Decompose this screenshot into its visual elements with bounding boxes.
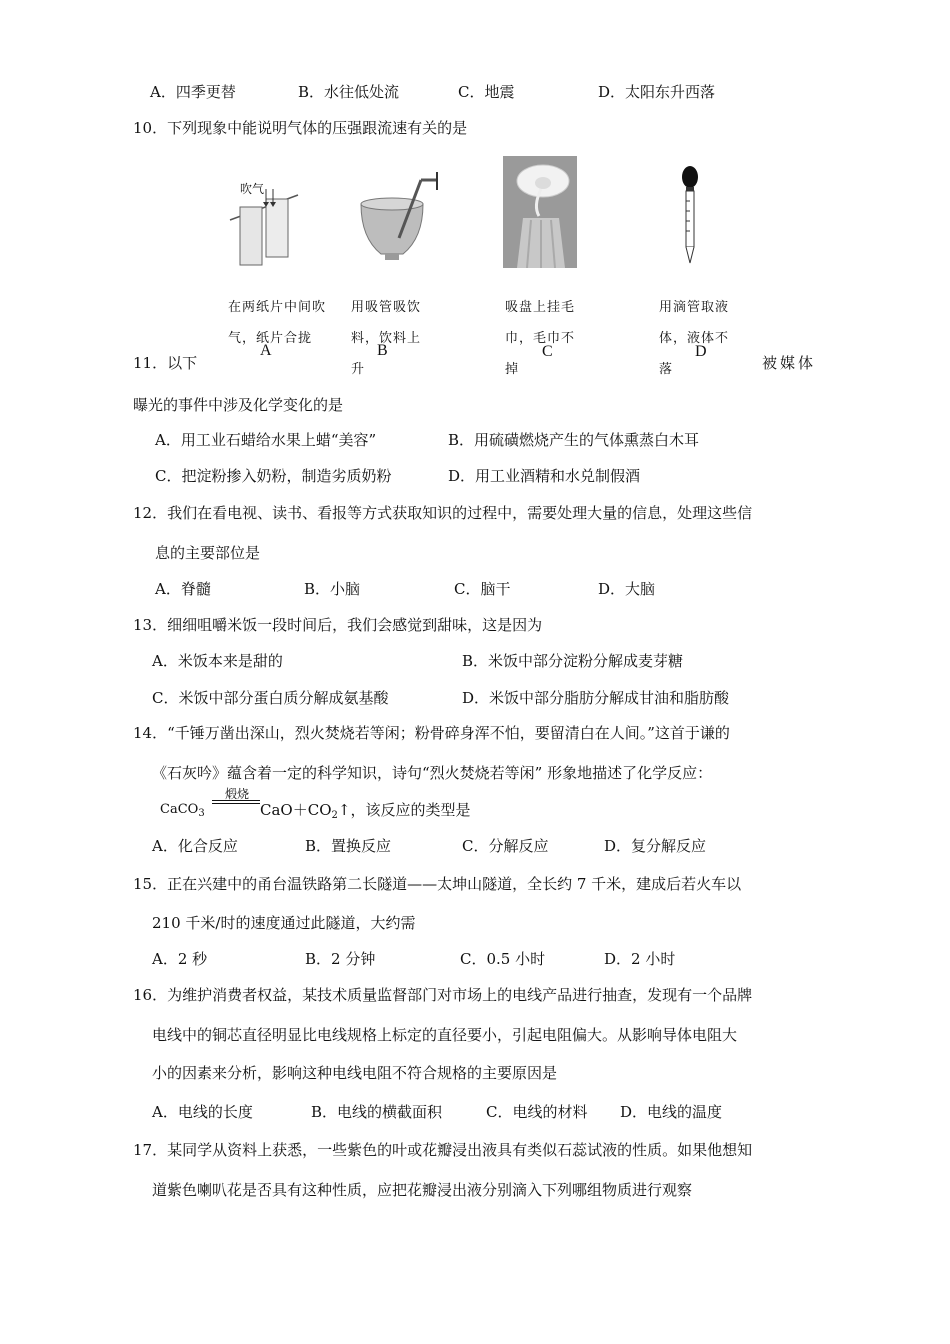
caption-d: 用滴管取液体，液体不落 (659, 300, 730, 377)
q11-stem-end: 被媒体 (762, 354, 817, 372)
blow-label: 吹气 (240, 182, 265, 196)
label-a: A (260, 342, 272, 359)
q14-equation-bar-bottom (212, 803, 260, 804)
q11-stem-start: 11．以下 (133, 354, 198, 372)
dropper-icon (678, 165, 702, 265)
figure-c-suction-cup (503, 156, 577, 268)
q13-option-c: C．米饭中部分蛋白质分解成氨基酸 (152, 689, 389, 707)
q10-stem: 10．下列现象中能说明气体的压强跟流速有关的是 (133, 119, 468, 137)
q14-option-c: C．分解反应 (462, 837, 549, 855)
q16-option-c: C．电线的材料 (486, 1103, 588, 1121)
q12-option-d: D．大脑 (598, 580, 656, 598)
label-c: C (542, 343, 553, 360)
q13-option-d: D．米饭中部分脂肪分解成甘油和脂肪酸 (462, 689, 730, 707)
q9-option-d: D．太阳东升西落 (598, 83, 716, 101)
q13-stem: 13．细细咀嚼米饭一段时间后，我们会感觉到甜味，这是因为 (133, 616, 543, 634)
label-b: B (377, 342, 388, 359)
q15-option-b: B．2 分钟 (305, 950, 376, 968)
q17-line1: 17．某同学从资料上获悉，一些紫色的叶或花瓣浸出液具有类似石蕊试液的性质。如果他想知 (133, 1141, 753, 1159)
q12-option-c: C．脑干 (454, 580, 511, 598)
q15-option-a: A．2 秒 (152, 950, 208, 968)
q15-line2: 210 千米/时的速度通过此隧道，大约需 (152, 914, 416, 932)
q12-line2: 息的主要部位是 (155, 544, 261, 562)
q11-option-c: C．把淀粉掺入奶粉，制造劣质奶粉 (155, 467, 392, 485)
figure-d-dropper (678, 165, 702, 265)
q11-stem-line2: 曝光的事件中涉及化学变化的是 (133, 396, 344, 414)
q16-option-b: B．电线的横截面积 (311, 1103, 443, 1121)
q14-equation-products: $CaO+CO_2↑$，该反应的类型是 (260, 801, 471, 821)
q13-option-b: B．米饭中部分淀粉分解成麦芽糖 (462, 652, 684, 670)
q11-option-d: D．用工业酒精和水兑制假酒 (448, 467, 641, 485)
q15-option-d: D．2 小时 (604, 950, 676, 968)
q12-option-a: A．脊髓 (155, 580, 211, 598)
q14-option-a: A．化合反应 (152, 837, 238, 855)
q9-option-a: A．四季更替 (150, 83, 236, 101)
q16-line3: 小的因素来分析，影响这种电线电阻不符合规格的主要原因是 (152, 1064, 558, 1082)
q11-option-b: B．用硫磺燃烧产生的气体熏蒸白木耳 (448, 431, 700, 449)
caption-b: 用吸管吸饮料，饮料上升 (351, 300, 422, 377)
figure-a-paper-sheets (228, 175, 308, 270)
q14-equation-reactant: CaCO$_3$ (160, 802, 205, 819)
q14-option-d: D．复分解反应 (604, 837, 707, 855)
q12-option-b: B．小脑 (304, 580, 361, 598)
q16-option-d: D．电线的温度 (620, 1103, 723, 1121)
q9-option-b: B．水往低处流 (298, 83, 400, 101)
q14-option-b: B．置换反应 (305, 837, 392, 855)
glass-straw-icon (355, 168, 445, 268)
q17-line2: 道紫色喇叭花是否具有这种性质，应把花瓣浸出液分别滴入下列哪组物质进行观察 (152, 1181, 693, 1199)
label-d: D (695, 343, 707, 360)
caption-a: 在两纸片中间吹气，纸片合拢 (228, 300, 327, 346)
figure-b-glass-straw (355, 168, 445, 268)
q15-option-c: C．0.5 小时 (460, 950, 546, 968)
q16-line2: 电线中的铜芯直径明显比电线规格上标定的直径要小，引起电阻偏大。从影响导体电阻大 (152, 1026, 738, 1044)
q15-line1: 15．正在兴建中的甬台温铁路第二长隧道——太坤山隧道，全长约 7 千米，建成后若火车以 (133, 875, 742, 893)
q12-line1: 12．我们在看电视、读书、看报等方式获取知识的过程中，需要处理大量的信息，处理这些信 (133, 504, 753, 522)
q14-equation-bar-top (212, 800, 260, 801)
q16-line1: 16．为维护消费者权益，某技术质量监督部门对市场上的电线产品进行抽查，发现有一个品牌 (133, 986, 753, 1004)
q14-line2: 《石灰吟》蕴含着一定的科学知识，诗句“烈火焚烧若等闲” 形象地描述了化学反应： (152, 764, 713, 782)
caption-c: 吸盘上挂毛巾，毛巾不掉 (505, 300, 576, 377)
q16-option-a: A．电线的长度 (152, 1103, 253, 1121)
q14-condition: 煅烧 (224, 787, 249, 801)
q13-option-a: A．米饭本来是甜的 (152, 652, 283, 670)
q11-option-a: A．用工业石蜡给水果上蜡“美容” (155, 431, 377, 449)
paper-sheets-icon (228, 175, 308, 270)
suction-cup-icon (503, 156, 577, 268)
q14-line1: 14．“千锤万凿出深山，烈火焚烧若等闲；粉骨碎身浑不怕，要留清白在人间。”这首于谦的 (133, 724, 730, 742)
q9-option-c: C．地震 (458, 83, 515, 101)
